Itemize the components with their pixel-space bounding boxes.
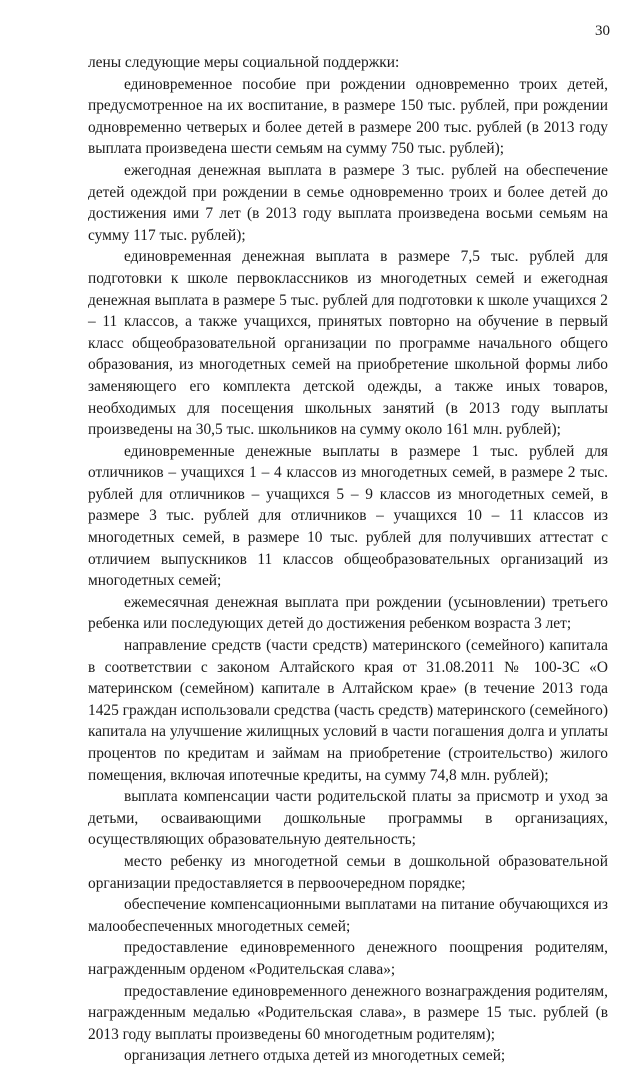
- page-number: 30: [595, 23, 610, 39]
- paragraph-lead: лены следующие меры социальной поддержки:: [88, 54, 400, 71]
- paragraph-medal-award: предоставление единовременного денежного вознаграждения родителям, награжденным медалью «Родительская слава», в размере 15 тыс. рублей (в 2013 году выплаты произведены 60 многодетным родителям);: [88, 982, 608, 1043]
- paragraph-meal-compensation: обеспечение компенсационными выплатами на питание обучающихся из малообеспеченных многодетных семей;: [88, 896, 608, 935]
- paragraph-third-child-payment: ежемесячная денежная выплата при рождении (усыновлении) третьего ребенка или последующих детей до достижения ребенком возраста 3 лет;: [88, 593, 608, 633]
- paragraph-excellent-students: единовременные денежные выплаты в размере 1 тыс. рублей для отличников – учащихся 1 – 4 классов из многодетных семей, в размере 2 тыс. рублей для отличников – учащихся 5 – 9 классов из многодетных семей, в размере 3 тыс. рублей для отличников – учащихся 10 – 11 классов из многодетных семей, в размере 10 тыс. рублей для получивших аттестат с отличием выпускников 11 классов общеобразовательных организаций из многодетных семей;: [88, 442, 608, 590]
- paragraph-parental-fee-compensation: выплата компенсации части родительской платы за присмотр и уход за детьми, осваивающими дошкольные программы в организациях, осуществляющих образовательную деятельность;: [88, 788, 608, 849]
- paragraph-order-award: предоставление единовременного денежного поощрения родителям, награжденным орденом «Родительская слава»;: [88, 939, 608, 978]
- paragraph-maternity-capital: направление средств (части средств) материнского (семейного) капитала в соответствии с законом Алтайского края от 31.08.2011 № 100-ЗС «О материнском (семейном) капитале в Алтайском крае» (в течение 2013 года 1425 граждан использовали средства (часть средств) материнского (семейного) капитала на улучшение жилищных условий в части погашения долга и уплаты процентов по кредитам и займам на приобретение (строительство) жилого помещения, включая ипотечные кредиты, на сумму 74,8 млн. рублей);: [88, 637, 608, 784]
- paragraph-school-preparation: единовременная денежная выплата в размере 7,5 тыс. рублей для подготовки к школе первоклассников из многодетных семей и ежегодная денежная выплата в размере 5 тыс. рублей для подготовки к школе учащихся 2 – 11 классов, а также учащихся, принятых повторно на обучение в первый класс общеобразовательной организации по программе начального общего образования, из многодетных семей на приобретение школьной формы либо заменяющего его комплекта детской одежды, а также иных товаров, необходимых для посещения школьных занятий (в 2013 году выплаты произведены на 30,5 тыс. школьников на сумму около 161 млн. рублей);: [88, 248, 608, 439]
- paragraph-clothing-payment: ежегодная денежная выплата в размере 3 тыс. рублей на обеспечение детей одеждой при рождении в семье одновременно троих и более детей до достижения ими 7 лет (в 2013 году выплата произведена восьми семьям на сумму 117 тыс. рублей);: [88, 161, 608, 244]
- paragraph-triplets-allowance: единовременное пособие при рождении одновременно троих детей, предусмотренное на их воспитание, в размере 150 тыс. рублей, при рождении одновременно четверых и более детей в размере 200 тыс. рублей (в 2013 году выплата произведена шести семьям на сумму 750 тыс. рублей);: [88, 75, 608, 158]
- paragraph-preschool-place: место ребенку из многодетной семьи в дошкольной образовательной организации предоставляется в первоочередном порядке;: [88, 852, 608, 892]
- body-text: [88, 52, 608, 1067]
- paragraph-summer-rest: организация летнего отдыха детей из многодетных семей;: [124, 1047, 506, 1065]
